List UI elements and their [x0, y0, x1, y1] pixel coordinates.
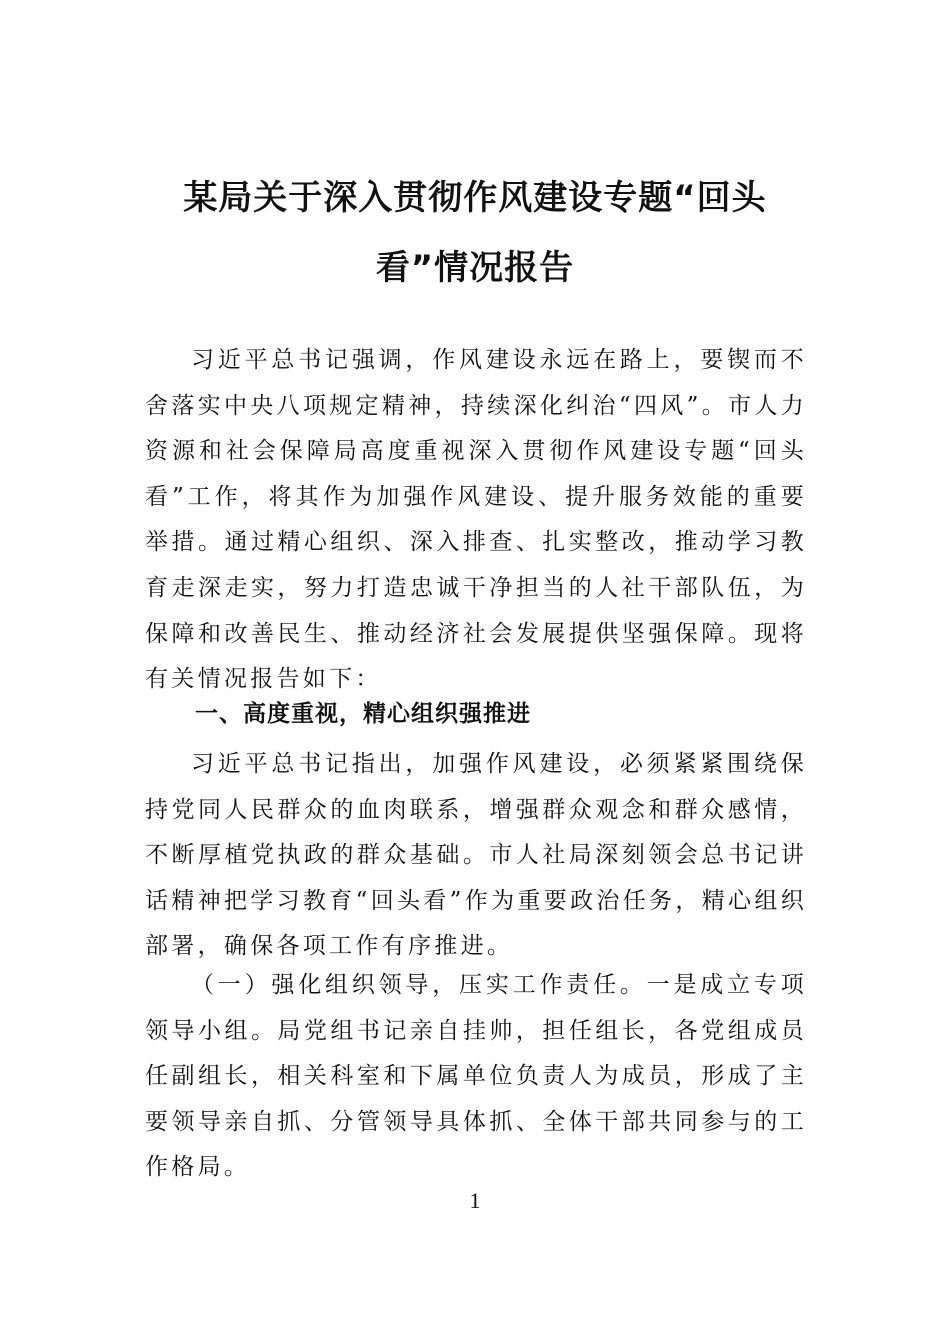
section1-paragraph: 习近平总书记指出，加强作风建设，必须紧紧围绕保持党同人民群众的血肉联系，增强群众观念和群众感情，不断厚植党执政的群众基础。市人社局深刻领会总书记讲话精神把学习教育“回头看”作为重要政治任务，精心组织部署，确保各项工作有序推进。 [145, 751, 807, 960]
document-title-line-2: 看”情况报告 [375, 248, 575, 288]
page-number: 1 [469, 1188, 481, 1213]
section-heading-1: 一、高度重视，精心组织强推进 [195, 701, 531, 727]
subsection1-paragraph-block [145, 963, 807, 1191]
section1-paragraph-block [145, 742, 807, 970]
document-title-line-1: 某局关于深入贯彻作风建设专题“回头 [183, 178, 767, 218]
intro-paragraph: 习近平总书记强调，作风建设永远在路上，要锲而不舍落实中央八项规定精神，持续深化纠治“四风”。市人力资源和社会保障局高度重视深入贯彻作风建设专题“回头看”工作，将其作为加强作风建设、提升服务效能的重要举措。通过精心组织、深入排查、扎实整改，推动学习教育走深走实，努力打造忠诚干净担当的人社干部队伍，为保障和改善民生、推动经济社会发展提供坚强保障。现将有关情况报告如下： [145, 347, 807, 693]
subsection1-paragraph: （一）强化组织领导，压实工作责任。一是成立专项领导小组。局党组书记亲自挂帅，担任组长，各党组成员任副组长，相关科室和下属单位负责人为成员，形成了主要领导亲自抓、分管领导具体抓、全体干部共同参与的工作格局。 [145, 972, 807, 1181]
intro-paragraph-block [145, 338, 807, 703]
